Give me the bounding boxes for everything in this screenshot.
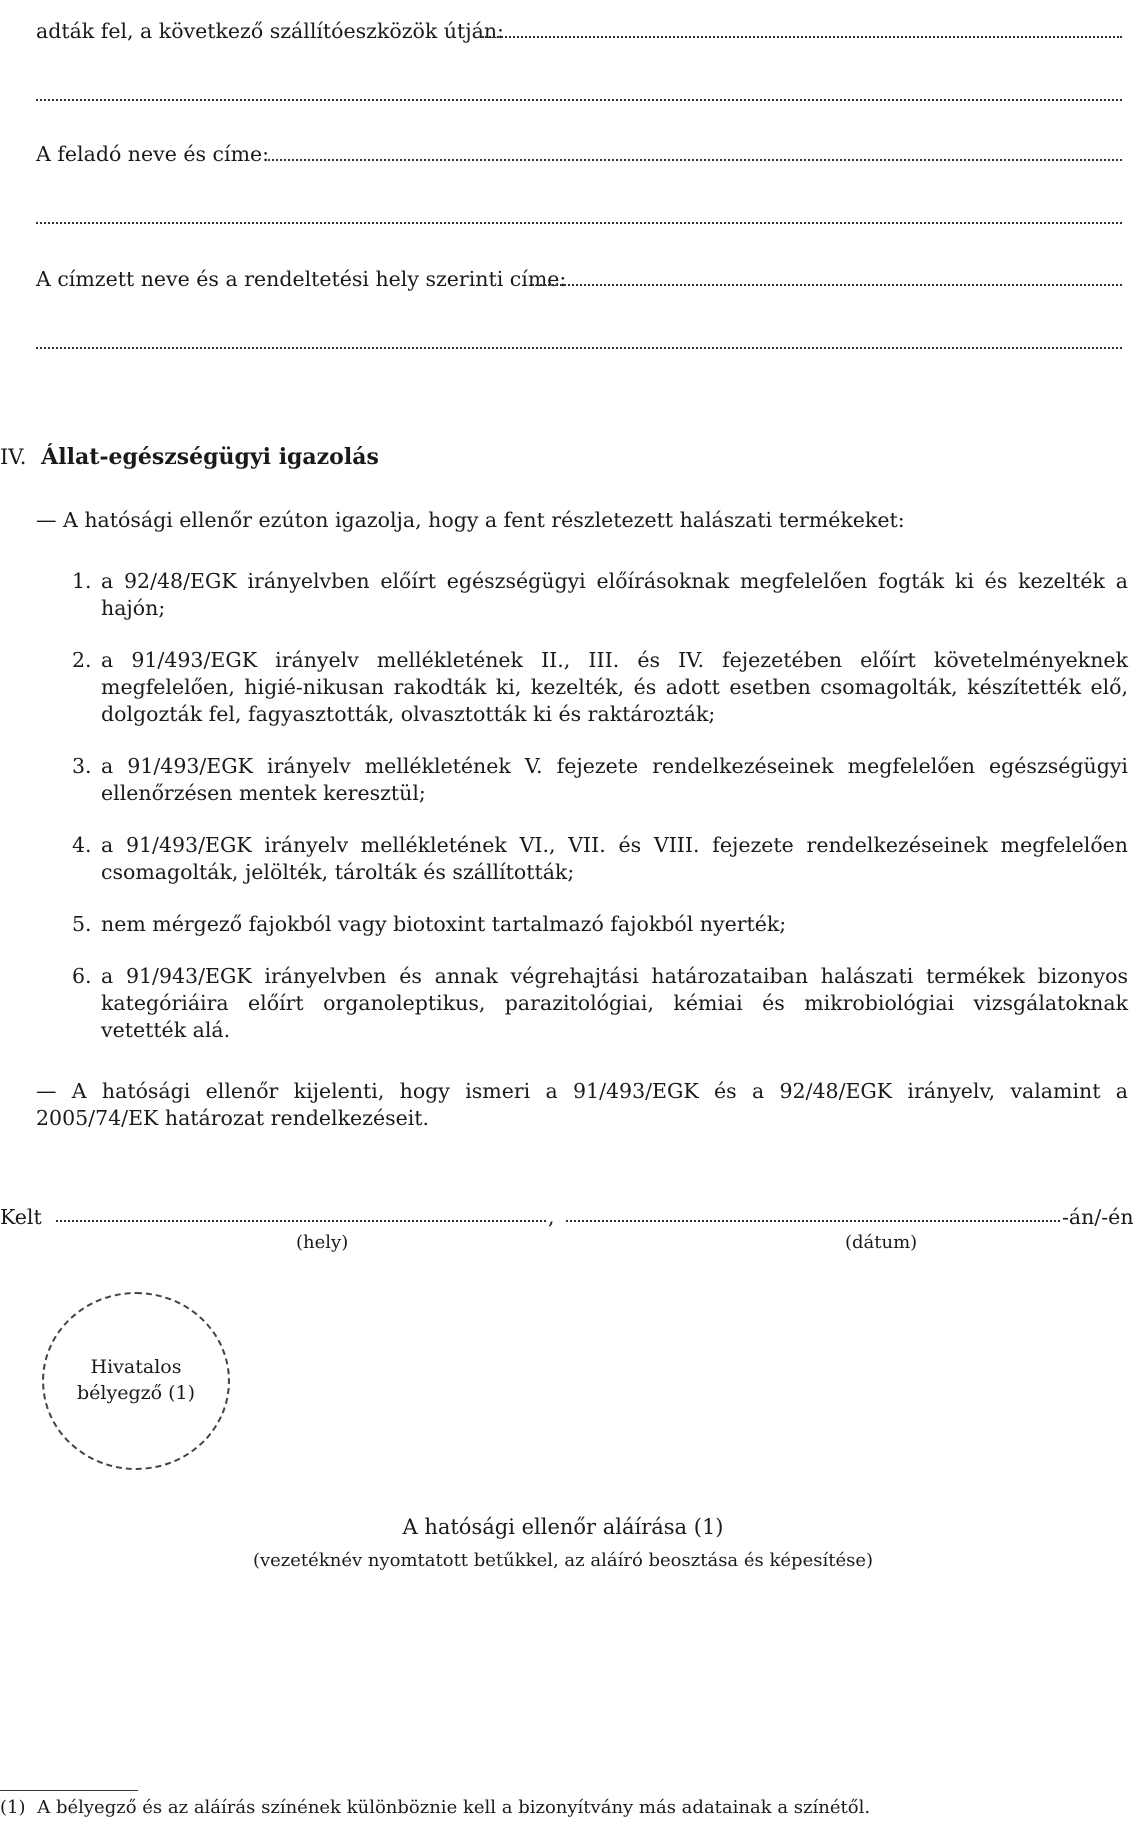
declaration-statement: — A hatósági ellenőr kijelenti, hogy ismeri a 91/493/EGK és a 92/48/EGK irányelv, valamint a 2005/74/EK határozat rendelkezéseit.	[36, 1079, 1128, 1130]
list-item	[72, 832, 1128, 886]
signature-subcaption: (vezetéknév nyomtatott betűkkel, az aláíró beosztása és képesítése)	[252, 1550, 874, 1571]
consignee-label: A címzett neve és a rendeltetési hely szerinti címe:	[36, 267, 567, 291]
item-number: 2.	[72, 648, 92, 672]
comma-separator: ,	[548, 1205, 555, 1229]
list-item	[72, 911, 1128, 938]
item-text: a 91/493/EGK irányelv mellékletének VI., VII. és VIII. fejezete rendelkezéseinek megfelelően csomagolták, jelölték, tárolták és szállították;	[101, 833, 1128, 884]
list-item	[72, 568, 1128, 622]
section-heading	[0, 444, 379, 470]
item-number: 4.	[72, 833, 92, 857]
list-item	[72, 753, 1128, 807]
date-fill-line[interactable]	[566, 1220, 1060, 1222]
item-text: nem mérgező fajokból vagy biotoxint tartalmazó fajokból nyerték;	[101, 912, 787, 936]
section-title: Állat-egészségügyi igazolás	[41, 444, 379, 470]
consignee-fill-line[interactable]	[532, 284, 1122, 286]
consignee-fill-line-2[interactable]	[36, 347, 1122, 349]
footnote-mark: (1)	[0, 1797, 26, 1818]
sender-label: A feladó neve és címe:	[36, 142, 270, 166]
item-number: 1.	[72, 569, 92, 593]
item-text: a 91/493/EGK irányelv mellékletének V. fejezete rendelkezéseinek megfelelően egészségügyi ellenőrzésen mentek keresztül;	[101, 754, 1128, 805]
section-number: IV.	[0, 445, 27, 469]
item-text: a 91/943/EGK irányelvben és annak végrehajtási határozataiban halászati termékek bizonyos kategóriáira előírt organoleptikus, parazitológiai, kémiai és mikrobiológiai vizsgálatoknak vetették alá.	[101, 964, 1128, 1042]
date-suffix: -án/-én	[1062, 1205, 1134, 1229]
kelt-label: Kelt	[0, 1205, 42, 1229]
transport-label: adták fel, a következő szállítóeszközök útján:	[36, 19, 504, 43]
transport-fill-line[interactable]	[482, 36, 1122, 38]
sender-fill-line[interactable]	[268, 159, 1122, 161]
intro-statement: — A hatósági ellenőr ezúton igazolja, hogy a fent részletezett halászati termékeket:	[36, 508, 905, 532]
certification-list	[72, 568, 1128, 1044]
stamp-label-line2: bélyegző (1)	[76, 1382, 196, 1404]
footnote-text: A bélyegző és az aláírás színének különböznie kell a bizonyítvány más adatainak a színétől.	[37, 1797, 871, 1818]
item-text: a 91/493/EGK irányelv mellékletének II., III. és IV. fejezetében előírt követelményeknek megfelelően, higié-nikusan rakodták ki, kezelték, és adott esetben csomagolták, készítették elő, dolgozták fel, fagyasztották, olvasztották ki és raktározták;	[101, 648, 1128, 726]
item-text: a 92/48/EGK irányelvben előírt egészségügyi előírásoknak megfelelően fogták ki és kezelték a hajón;	[101, 569, 1128, 620]
footnote	[0, 1797, 870, 1818]
sender-fill-line-2[interactable]	[36, 222, 1122, 224]
place-caption: (hely)	[296, 1232, 349, 1253]
list-item	[72, 647, 1128, 728]
signature-label: A hatósági ellenőr aláírása (1)	[402, 1515, 724, 1539]
place-fill-line[interactable]	[56, 1220, 546, 1222]
item-number: 5.	[72, 912, 92, 936]
list-item	[72, 963, 1128, 1044]
transport-fill-line-2[interactable]	[36, 99, 1122, 101]
stamp-label-line1: Hivatalos	[90, 1356, 182, 1378]
item-number: 3.	[72, 754, 92, 778]
item-number: 6.	[72, 964, 92, 988]
date-caption: (dátum)	[845, 1232, 918, 1253]
official-stamp-area	[42, 1292, 230, 1470]
footnote-divider	[0, 1790, 138, 1791]
